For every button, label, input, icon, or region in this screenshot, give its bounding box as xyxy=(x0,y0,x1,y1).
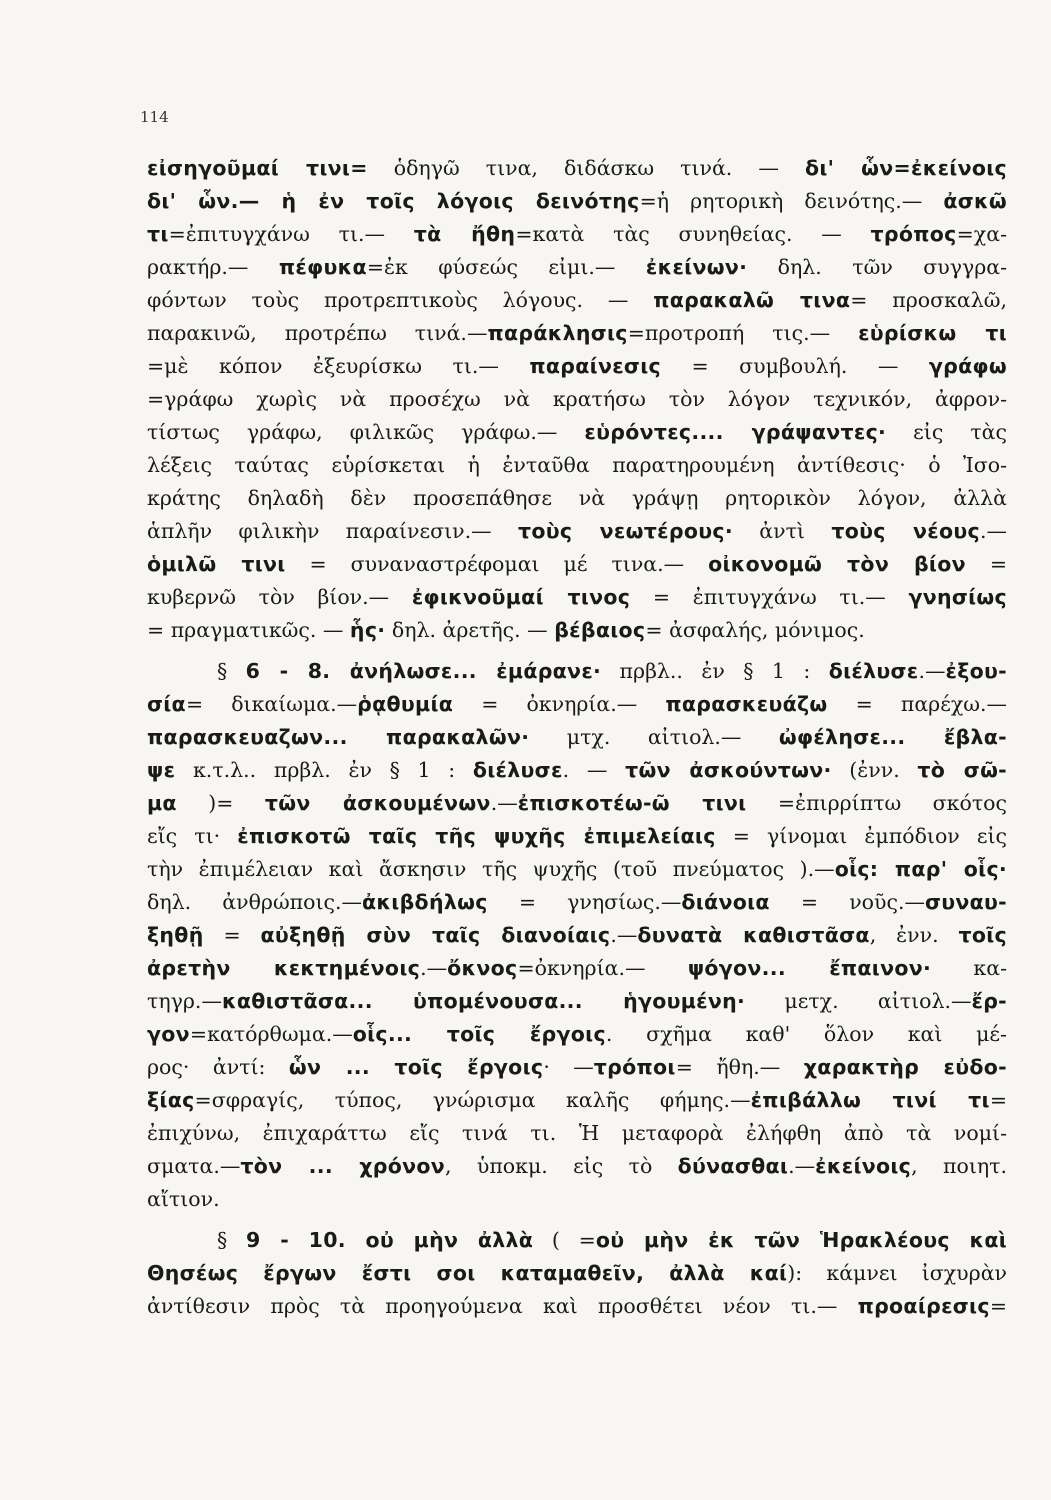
gloss-text: = xyxy=(965,552,1007,576)
gloss-text: = δικαίωμα.— xyxy=(185,692,358,716)
text-line xyxy=(147,416,1007,449)
lemma-text: Θησέως ἔργων ἔστι σοι καταμαθεῖν, ἀλλὰ καί xyxy=(147,1261,788,1285)
lemma-text: ἐξου- xyxy=(945,659,1007,683)
gloss-text: = προσκαλῶ, xyxy=(850,288,1007,312)
gloss-text: = xyxy=(989,1294,1007,1318)
gloss-text: κυβερνῶ τὸν βίον.— xyxy=(147,585,412,609)
text-line xyxy=(147,820,1007,853)
lemma-text: τοὺς νεωτέρους· xyxy=(518,519,733,543)
gloss-text: ἐπιχύνω, ἐπιχαράττω εἴς τινά τι. Ἡ μεταφορὰ ἐλήφθη ἀπὸ τὰ νομί- xyxy=(147,1121,1007,1145)
gloss-text: =ἐκ φύσεώς εἰμι.— xyxy=(366,255,646,279)
gloss-text: =ὀκνηρία.— xyxy=(517,956,688,980)
lemma-text: ὁμιλῶ τινι xyxy=(147,552,286,576)
lemma-text: οἰκονομῶ τὸν βίον xyxy=(708,552,966,576)
lemma-text: οἷς: παρ' οἷς· xyxy=(834,857,1007,881)
lemma-text: διάνοια xyxy=(681,890,770,914)
lemma-text: ὠφέλησε... ἔβλα- xyxy=(778,725,1007,749)
gloss-text: =γράφω χωρὶς νὰ προσέχω νὰ κρατήσω τὸν λόγον τεχνικόν, ἀφρον- xyxy=(147,387,1007,411)
lemma-text: ἀσκῶ xyxy=(943,189,1007,213)
gloss-text: = ὀκνηρία.— xyxy=(453,692,666,716)
gloss-text: = xyxy=(989,1088,1007,1112)
text-line xyxy=(147,1224,1007,1257)
lemma-text: ἐπιβάλλω τινί τι xyxy=(750,1088,990,1112)
gloss-text: .— xyxy=(490,791,518,815)
lemma-text: τῶν ἀσκούντων· xyxy=(625,758,832,782)
page-number: 114 xyxy=(140,108,169,126)
lemma-text: αὐξηθῇ σὺν ταῖς διανοίαις xyxy=(260,923,611,947)
gloss-text: =χα- xyxy=(956,222,1007,246)
text-line xyxy=(147,1051,1007,1084)
gloss-text: =κατόρθωμα.— xyxy=(189,1022,353,1046)
lemma-text: ξηθῇ xyxy=(147,923,204,947)
text-line xyxy=(147,548,1007,581)
gloss-text: . σχῆμα καθ' ὅλον καὶ μέ- xyxy=(605,1022,1007,1046)
gloss-text: δηλ. ἀνθρώποις.— xyxy=(147,890,363,914)
text-line xyxy=(147,152,1007,185)
lemma-text: συναυ- xyxy=(924,890,1007,914)
gloss-text: ὁδηγῶ τινα, διδάσκω τινά. — xyxy=(367,156,805,180)
gloss-text: ): κάμνει ἰσχυρὰν xyxy=(787,1261,1007,1285)
lemma-text: οὐ μὴν ἐκ τῶν Ἡρακλέους καὶ xyxy=(595,1228,1007,1252)
lemma-text: παραίνεσις xyxy=(529,354,661,378)
gloss-text: ρος· ἀντί: xyxy=(147,1055,289,1079)
lemma-text: σία xyxy=(147,692,186,716)
lemma-text: ἐκείνων· xyxy=(645,255,748,279)
text-line xyxy=(147,919,1007,952)
gloss-text: .— xyxy=(420,956,448,980)
gloss-text: .— xyxy=(979,519,1007,543)
text-line xyxy=(147,721,1007,754)
gloss-text: τίστως γράφω, φιλικῶς γράφω.— xyxy=(147,420,585,444)
gloss-text: =ἐπιρρίπτω σκότος xyxy=(746,791,1007,815)
gloss-text: ρακτήρ.— xyxy=(147,255,279,279)
lemma-text: χαρακτὴρ εὐδο- xyxy=(803,1055,1007,1079)
lemma-text: τοὺς νέους xyxy=(831,519,980,543)
lemma-text: ὄκνος xyxy=(447,956,518,980)
text-line xyxy=(147,754,1007,787)
paragraph-gap xyxy=(147,647,1007,655)
lemma-text: 9 - 10. οὐ μὴν ἀλλὰ xyxy=(245,1228,534,1252)
text-line xyxy=(147,1257,1007,1290)
gloss-text: = ἀσφαλής, μόνιμος. xyxy=(645,618,865,642)
gloss-text: εἰς τὰς xyxy=(886,420,1007,444)
lemma-text: τοῖς xyxy=(958,923,1007,947)
lemma-text: εὑρίσκω τι xyxy=(858,321,1007,345)
lemma-text: γνησίως xyxy=(908,585,1007,609)
lemma-text: ἧς· xyxy=(349,618,386,642)
text-line xyxy=(147,688,1007,721)
gloss-text: · — xyxy=(543,1055,594,1079)
text-line xyxy=(147,1290,1007,1323)
text-line xyxy=(147,1084,1007,1117)
lemma-text: ἀρετὴν κεκτημένοις xyxy=(147,956,421,980)
lemma-text: εἰσηγοῦμαί τινι= xyxy=(147,156,368,180)
text-line xyxy=(147,515,1007,548)
lemma-text: ξίας xyxy=(147,1088,195,1112)
commentary-text xyxy=(147,152,1007,1323)
gloss-text: =ἐπιτυγχάνω τι.— xyxy=(168,222,414,246)
text-line xyxy=(147,482,1007,515)
gloss-text: = xyxy=(203,923,261,947)
gloss-text: § xyxy=(217,1228,246,1252)
text-line xyxy=(147,185,1007,218)
gloss-text: , ἐνν. xyxy=(869,923,959,947)
gloss-text: )= xyxy=(176,791,265,815)
gloss-text: =σφραγίς, τύπος, γνώρισμα καλῆς φήμης.— xyxy=(194,1088,751,1112)
gloss-text: πρβλ.. ἐν § 1 : xyxy=(601,659,829,683)
gloss-text: αἴτιον. xyxy=(147,1187,220,1211)
lemma-text: ἐκείνοις xyxy=(815,1154,912,1178)
lemma-text: ἔρ- xyxy=(971,989,1007,1013)
lemma-text: ἐπισκοτέω-ῶ τινι xyxy=(517,791,747,815)
gloss-text: εἴς τι· xyxy=(147,824,238,848)
gloss-text: § xyxy=(217,659,246,683)
text-line xyxy=(147,886,1007,919)
gloss-text: = γίνομαι ἐμπόδιον εἰς xyxy=(715,824,1007,848)
gloss-text: παρακινῶ, προτρέπω τινά.— xyxy=(147,321,488,345)
gloss-text: τηγρ.— xyxy=(147,989,222,1013)
lemma-text: εὑρόντες.... γράψαντες· xyxy=(584,420,887,444)
gloss-text: κ.τ.λ.. πρβλ. ἐν § 1 : xyxy=(175,758,473,782)
gloss-text: =μὲ κόπον ἐξευρίσκω τι.— xyxy=(147,354,530,378)
lemma-text: ὧν ... τοῖς ἔργοις xyxy=(288,1055,544,1079)
text-line xyxy=(147,1018,1007,1051)
lemma-text: παρακαλῶ τινα xyxy=(653,288,851,312)
lemma-text: παρασκευαζων... παρακαλῶν· xyxy=(147,725,530,749)
gloss-text: = ἤθη.— xyxy=(675,1055,804,1079)
lemma-text: διέλυσε xyxy=(472,758,563,782)
gloss-text: .— xyxy=(788,1154,816,1178)
gloss-text: μτχ. αἰτιολ.— xyxy=(529,725,779,749)
text-line xyxy=(147,251,1007,284)
lemma-text: καθιστᾶσα... ὑπομένουσα... ἡγουμένη· xyxy=(221,989,746,1013)
gloss-text: =ἡ ρητορικὴ δεινότης.— xyxy=(639,189,944,213)
lemma-text: γράφω xyxy=(928,354,1007,378)
gloss-text: = ἐπιτυγχάνω τι.— xyxy=(630,585,909,609)
text-line xyxy=(147,614,1007,647)
lemma-text: τρόπος xyxy=(870,222,957,246)
gloss-text: . — xyxy=(562,758,626,782)
gloss-text: δηλ. ἀρετῆς. — xyxy=(385,618,555,642)
lemma-text: βέβαιος xyxy=(554,618,646,642)
text-line xyxy=(147,787,1007,820)
gloss-text: ( = xyxy=(533,1228,596,1252)
text-line xyxy=(147,1183,1007,1216)
gloss-text: , ὑποκμ. εἰς τὸ xyxy=(445,1154,678,1178)
gloss-text: ἀντὶ xyxy=(732,519,832,543)
text-line xyxy=(147,952,1007,985)
gloss-text: κράτης δηλαδὴ δὲν προσεπάθησε νὰ γράψῃ ρητορικὸν λόγον, ἀλλὰ xyxy=(147,486,1007,510)
text-line xyxy=(147,218,1007,251)
lemma-text: τῶν ἀσκουμένων xyxy=(264,791,491,815)
text-line xyxy=(147,317,1007,350)
lemma-text: δύνασθαι xyxy=(677,1154,789,1178)
text-line xyxy=(147,1117,1007,1150)
lemma-text: τι xyxy=(147,222,169,246)
lemma-text: παράκλησις xyxy=(487,321,628,345)
lemma-text: τὸν ... χρόνον xyxy=(240,1154,445,1178)
lemma-text: ψόγον... ἔπαινον· xyxy=(687,956,932,980)
lemma-text: τρόποι xyxy=(593,1055,676,1079)
gloss-text: σματα.— xyxy=(147,1154,241,1178)
text-line xyxy=(147,449,1007,482)
text-line xyxy=(147,284,1007,317)
gloss-text: λέξεις ταύτας εὑρίσκεται ἡ ἐνταῦθα παρατηρουμένη ἀντίθεσις· ὁ Ἰσο- xyxy=(147,453,1007,477)
lemma-text: προαίρεσις xyxy=(857,1294,990,1318)
gloss-text: ἁπλῆν φιλικὴν παραίνεσιν.— xyxy=(147,519,519,543)
lemma-text: οἷς... τοῖς ἔργοις xyxy=(352,1022,606,1046)
lemma-text: 6 - 8. ἀνήλωσε... ἐμάρανε· xyxy=(245,659,602,683)
gloss-text: κα- xyxy=(931,956,1007,980)
gloss-text: = συναναστρέφομαι μέ τινα.— xyxy=(285,552,709,576)
gloss-text: , ποιητ. xyxy=(911,1154,1007,1178)
gloss-text: φόντων τοὺς προτρεπτικοὺς λόγους. — xyxy=(147,288,654,312)
text-line xyxy=(147,1150,1007,1183)
gloss-text: (ἐνν. xyxy=(831,758,918,782)
gloss-text: τὴν ἐπιμέλειαν καὶ ἄσκησιν τῆς ψυχῆς (τοῦ πνεύματος ).— xyxy=(147,857,835,881)
lemma-text: ἀκιβδήλως xyxy=(362,890,488,914)
lemma-text: τὰ ἤθη xyxy=(413,222,516,246)
text-line xyxy=(147,985,1007,1018)
gloss-text: = συμβουλή. — xyxy=(660,354,929,378)
gloss-text: = παρέχω.— xyxy=(827,692,1007,716)
lemma-text: ῥᾳθυμία xyxy=(357,692,454,716)
gloss-text: ἀντίθεσιν πρὸς τὰ προηγούμενα καὶ προσθέτει νέον τι.— xyxy=(147,1294,858,1318)
gloss-text: μετχ. αἰτιολ.— xyxy=(745,989,972,1013)
gloss-text: =προτροπή τις.— xyxy=(627,321,859,345)
gloss-text: =κατὰ τὰς συνηθείας. — xyxy=(515,222,871,246)
paragraph-gap xyxy=(147,1216,1007,1224)
lemma-text: μα xyxy=(147,791,177,815)
gloss-text: = γνησίως.— xyxy=(487,890,682,914)
text-line xyxy=(147,350,1007,383)
gloss-text: .— xyxy=(610,923,638,947)
lemma-text: πέφυκα xyxy=(278,255,367,279)
lemma-text: ἐφικνοῦμαί τινος xyxy=(411,585,631,609)
text-line xyxy=(147,383,1007,416)
lemma-text: τὸ σῶ- xyxy=(917,758,1007,782)
lemma-text: ψε xyxy=(147,758,176,782)
lemma-text: ἐπισκοτῶ ταῖς τῆς ψυχῆς ἐπιμελείαις xyxy=(237,824,716,848)
gloss-text: = πραγματικῶς. — xyxy=(147,618,350,642)
text-line xyxy=(147,853,1007,886)
text-line xyxy=(147,581,1007,614)
gloss-text: = νοῦς.— xyxy=(769,890,925,914)
lemma-text: παρασκευάζω xyxy=(665,692,828,716)
lemma-text: γον xyxy=(147,1022,190,1046)
text-line xyxy=(147,655,1007,688)
gloss-text: δηλ. τῶν συγγρα- xyxy=(747,255,1007,279)
gloss-text: .— xyxy=(918,659,946,683)
lemma-text: διέλυσε xyxy=(828,659,919,683)
lemma-text: δι' ὧν=ἐκείνοις xyxy=(804,156,1007,180)
lemma-text: δι' ὧν.— ἡ ἐν τοῖς λόγοις δεινότης xyxy=(147,189,640,213)
lemma-text: δυνατὰ καθιστᾶσα xyxy=(637,923,870,947)
